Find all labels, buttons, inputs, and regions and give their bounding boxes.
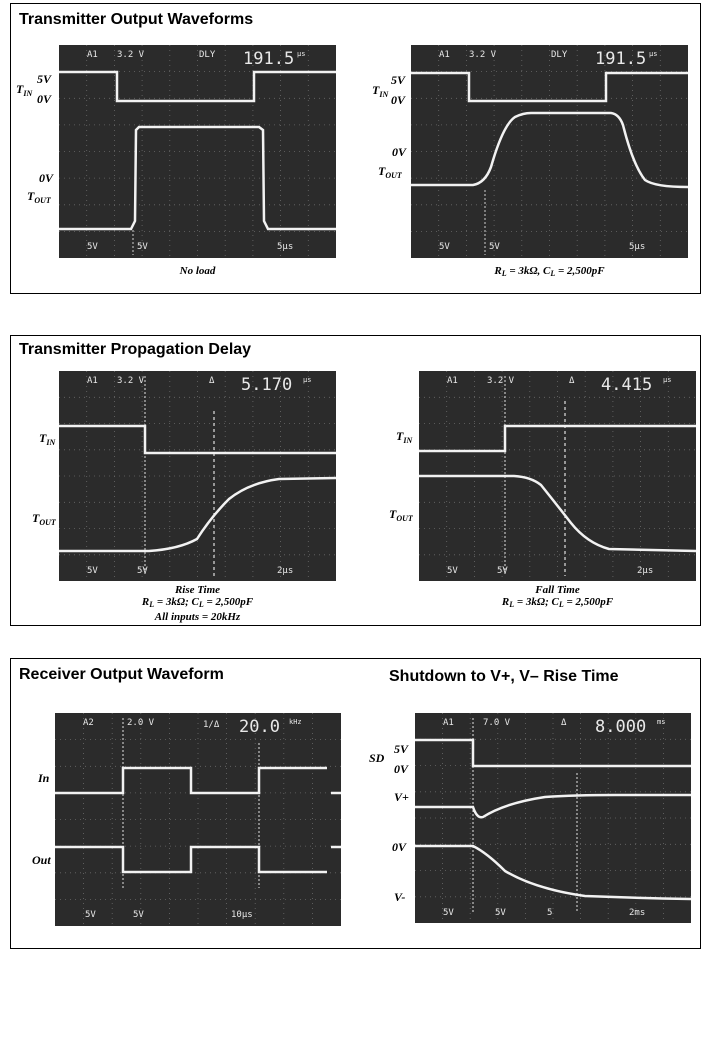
readout-channel: A2 (83, 718, 94, 728)
label-tout: $T_{OUT}$ (389, 507, 413, 523)
label-in: In (38, 771, 50, 785)
footer-ch1: 5V (447, 566, 458, 576)
footer-ch1: 5V (443, 908, 454, 918)
oscilloscope-trace (55, 713, 341, 926)
footer-ch1: 5V (439, 242, 450, 252)
readout-mode: Δ (561, 718, 567, 728)
label-tin: $T_{IN}$ (39, 431, 56, 447)
readout-mode: Δ (569, 376, 575, 386)
caption-fall-time (419, 584, 696, 611)
readout-volts: 2.0 V (127, 718, 155, 728)
readout-channel: A1 (87, 376, 98, 386)
label-5v: 5V (37, 72, 52, 86)
readout-value: 191.5 (243, 49, 295, 69)
oscilloscope-trace (415, 713, 691, 923)
readout-channel: A1 (447, 376, 458, 386)
label-tout-0v: 0V (39, 171, 54, 185)
readout-unit: µs (663, 376, 672, 384)
section-title: Transmitter Output Waveforms (19, 11, 254, 28)
label-tin: $T_{IN}$ (16, 82, 33, 98)
label-0v: 0V (394, 762, 409, 776)
footer-ch2: 5V (489, 242, 500, 252)
footer-time: 5µs (277, 242, 294, 252)
footer-ch1: 5V (87, 566, 98, 576)
footer-ch1: 5V (85, 910, 96, 920)
label-tout-0v: 0V (392, 145, 407, 159)
caption-conditions: $R_L = 3k\Omega$; $C_L = 2,500pF$ (141, 596, 254, 609)
scope-screen (59, 371, 336, 581)
label-vplus: V+ (394, 790, 409, 804)
scope-screen (411, 45, 688, 258)
scope-screen (415, 713, 691, 923)
label-tout: $T_{OUT}$ (378, 164, 402, 180)
readout-unit: ms (657, 718, 666, 726)
readout-mode: Δ (209, 376, 215, 386)
section-title: Transmitter Propagation Delay (19, 341, 252, 358)
readout-unit: µs (649, 50, 658, 58)
trace-tin (59, 72, 336, 101)
readout-value: 8.000 (595, 717, 647, 737)
trace-tout (419, 476, 696, 551)
scope-screen (59, 45, 336, 258)
readout-value: 191.5 (595, 49, 647, 69)
caption-title: Fall Time (535, 584, 580, 596)
readout-volts: 3.2 V (469, 50, 497, 60)
footer-time: 2µs (637, 566, 654, 576)
label-0v-b: 0V (392, 840, 407, 854)
readout-channel: A1 (439, 50, 450, 60)
caption-inputs: All inputs = 20kHz (154, 611, 241, 623)
trace-tout (59, 478, 336, 551)
label-out: Out (32, 853, 51, 867)
readout-mode: DLY (551, 50, 568, 60)
footer-ch2: 5V (137, 242, 148, 252)
caption-load: $R_L = 3k\Omega$, $C_L = 2,500pF$ (494, 265, 605, 278)
label-0v: 0V (391, 93, 406, 107)
caption-conditions: $R_L = 3k\Omega$; $C_L = 2,500pF$ (501, 596, 614, 609)
trace-tin (411, 73, 688, 101)
trace-tin (59, 426, 336, 453)
scope-screen (419, 371, 696, 581)
readout-value: 20.0 (239, 717, 280, 737)
label-tout: $T_{OUT}$ (27, 189, 51, 205)
trace-tin (419, 426, 696, 451)
footer-ch2: 5V (137, 566, 148, 576)
caption-rise-time (59, 584, 336, 623)
readout-volts: 3.2 V (117, 50, 145, 60)
footer-time: 5µs (629, 242, 646, 252)
trace-out (55, 847, 327, 872)
readout-channel: A1 (87, 50, 98, 60)
readout-unit: µs (297, 50, 306, 58)
oscilloscope-trace (59, 371, 336, 581)
trace-in (55, 768, 327, 793)
readout-unit: µs (303, 376, 312, 384)
readout-value: 5.170 (241, 375, 293, 395)
readout-mode: 1/Δ (203, 720, 220, 730)
caption-no-load: No load (179, 265, 216, 277)
label-tout: $T_{OUT}$ (32, 511, 56, 527)
footer-ch2: 5V (495, 908, 506, 918)
label-vminus: V- (394, 890, 406, 904)
label-sd: SD (369, 751, 385, 765)
oscilloscope-trace (411, 45, 688, 258)
footer-time: 10µs (231, 910, 253, 920)
oscilloscope-trace (59, 45, 336, 258)
label-tin: $T_{IN}$ (396, 429, 413, 445)
readout-channel: A1 (443, 718, 454, 728)
footer-ch2: 5V (133, 910, 144, 920)
readout-volts: 3.2 V (487, 376, 515, 386)
readout-volts: 3.2 V (117, 376, 145, 386)
footer-time: 2µs (277, 566, 294, 576)
oscilloscope-trace (419, 371, 696, 581)
section-title-2: Shutdown to V+, V– Rise Time (389, 668, 619, 685)
caption-title: Rise Time (174, 584, 221, 596)
footer-ch3: 5 (547, 908, 553, 918)
readout-unit: kHz (289, 718, 302, 726)
readout-volts: 7.0 V (483, 718, 511, 728)
scope-screen (55, 713, 341, 926)
readout-mode: DLY (199, 50, 216, 60)
label-5v: 5V (391, 73, 406, 87)
footer-time: 2ms (629, 908, 646, 918)
footer-ch1: 5V (87, 242, 98, 252)
section-title: Receiver Output Waveform (19, 666, 224, 683)
label-tin: $T_{IN}$ (372, 83, 389, 99)
footer-ch2: 5V (497, 566, 508, 576)
label-0v: 0V (37, 92, 52, 106)
readout-value: 4.415 (601, 375, 653, 395)
label-5v: 5V (394, 742, 409, 756)
